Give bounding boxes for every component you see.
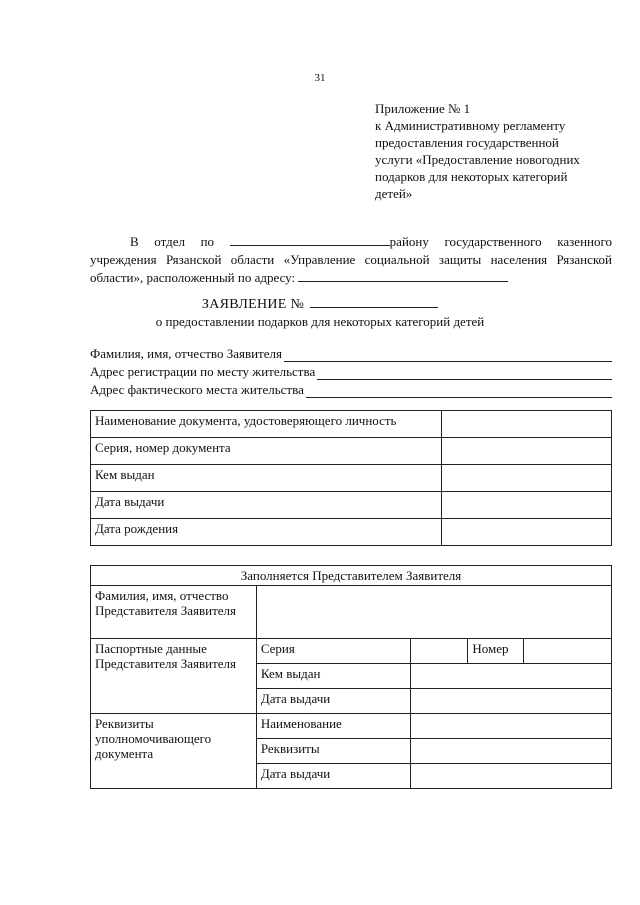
authority-details-cell[interactable] (410, 739, 611, 764)
table-row (91, 639, 612, 664)
appendix-block (375, 100, 625, 202)
table-row (91, 492, 612, 519)
birth-date-label: Дата рождения (91, 519, 442, 546)
representative-table-header: Заполняется Представителем Заявителя (91, 566, 612, 586)
rep-issue-date-cell[interactable] (410, 689, 611, 714)
table-row (91, 714, 612, 739)
table-row (91, 438, 612, 465)
doc-name-cell[interactable] (442, 411, 612, 438)
doc-issue-date-cell[interactable] (442, 492, 612, 519)
rep-series-cell[interactable] (410, 639, 468, 664)
table-row (91, 465, 612, 492)
doc-series-number-cell[interactable] (442, 438, 612, 465)
rep-series-label: Серия (256, 639, 410, 664)
doc-issue-date-label: Дата выдачи (91, 492, 442, 519)
registration-address-field[interactable] (317, 367, 612, 380)
authority-name-cell[interactable] (410, 714, 611, 739)
actual-address-label: Адрес фактического места жительства (90, 382, 304, 397)
statement-title-row (0, 295, 640, 313)
statement-subtitle: о предоставлении подарков для некоторых категорий детей (155, 314, 485, 329)
rep-issued-by-cell[interactable] (410, 664, 611, 689)
statement-title: ЗАЯВЛЕНИЕ № (201, 297, 305, 312)
statement-number-field[interactable] (310, 295, 438, 308)
appendix-line: предоставления государственной (375, 135, 559, 150)
doc-series-number-label: Серия, номер документа (91, 438, 442, 465)
rep-fio-cell[interactable] (256, 586, 611, 639)
table-row (91, 411, 612, 438)
page-number: 31 (314, 72, 326, 84)
rep-number-cell[interactable] (524, 639, 612, 664)
actual-address-row (90, 382, 612, 398)
doc-name-label: Наименование документа, удостоверяющего личность (91, 411, 442, 438)
applicant-fio-label: Фамилия, имя, отчество Заявителя (90, 346, 282, 361)
rep-passport-label: Паспортные данные Представителя Заявителя (91, 639, 257, 714)
rep-issued-by-label: Кем выдан (256, 664, 410, 689)
rep-fio-label: Фамилия, имя, отчество Представителя Заявителя (91, 586, 257, 639)
address-blank-field[interactable] (298, 269, 508, 282)
applicant-fio-field[interactable] (284, 349, 612, 362)
authority-details-label: Реквизиты (256, 739, 410, 764)
appendix-line: Приложение № 1 (375, 101, 471, 116)
table-row (91, 586, 612, 639)
addressee-paragraph (90, 233, 612, 287)
rep-number-label: Номер (468, 639, 524, 664)
registration-address-row (90, 364, 612, 380)
identity-document-table (90, 410, 612, 546)
applicant-fio-row (90, 346, 612, 362)
authority-name-label: Наименование (256, 714, 410, 739)
authority-date-cell[interactable] (410, 764, 611, 789)
appendix-line: детей» (375, 186, 413, 201)
registration-address-label: Адрес регистрации по месту жительства (90, 364, 316, 379)
table-row (91, 519, 612, 546)
actual-address-field[interactable] (306, 385, 612, 398)
appendix-line: услуги «Предоставление новогодних (375, 152, 580, 167)
appendix-line: подарков для некоторых категорий (375, 169, 568, 184)
addressee-part2: району государственного казенного учреждения Рязанской области «Управление социальной защиты населения Рязанской области», расположенный по адресу: (90, 234, 612, 285)
table-row (91, 566, 612, 586)
doc-issued-by-label: Кем выдан (91, 465, 442, 492)
authority-date-label: Дата выдачи (256, 764, 410, 789)
addressee-part1: В отдел по (130, 234, 215, 249)
doc-issued-by-cell[interactable] (442, 465, 612, 492)
representative-table (90, 565, 612, 789)
birth-date-cell[interactable] (442, 519, 612, 546)
authority-doc-label: Реквизиты уполномочивающего документа (91, 714, 257, 789)
appendix-line: к Административному регламенту (375, 118, 566, 133)
rep-issue-date-label: Дата выдачи (256, 689, 410, 714)
district-blank-field[interactable] (230, 233, 390, 246)
